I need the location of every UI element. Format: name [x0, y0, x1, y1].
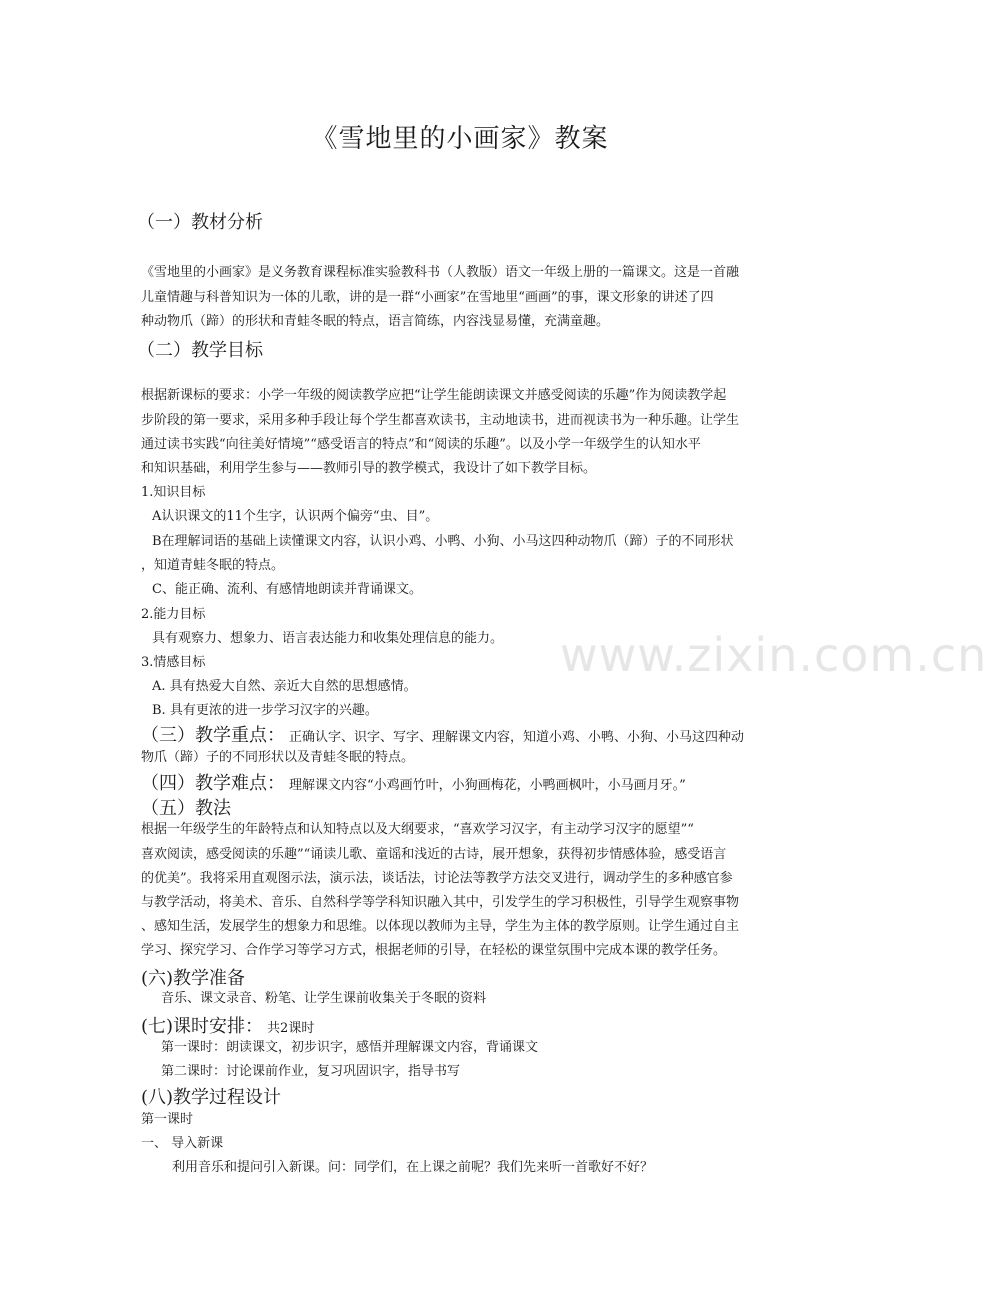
heading-text: （四）教学难点： — [141, 773, 285, 794]
paragraph-line: 第一课时 — [141, 1112, 194, 1127]
list-item: C、能正确、流利、有感情地朗读并背诵课文。 — [152, 582, 422, 597]
section-heading-process: (八)教学过程设计 — [141, 1087, 282, 1108]
list-item: B. 具有更浓的进一步学习汉字的兴趣。 — [152, 703, 378, 718]
list-item: B在理解词语的基础上读懂课文内容，认识小鸡、小鸭、小狗、小马这四种动物爪（蹄）子的不同形状 — [152, 534, 734, 549]
difficulties-text: 理解课文内容“小鸡画竹叶，小狗画梅花，小鸭画枫叶，小马画月牙。” — [289, 778, 686, 793]
subheading-ability: 2.能力目标 — [141, 607, 206, 622]
subheading-knowledge: 1.知识目标 — [141, 485, 206, 500]
list-item: ，知道青蛙冬眠的特点。 — [141, 558, 285, 573]
paragraph-line: 利用音乐和提问引入新课。问：同学们，在上课之前呢？我们先来听一首歌好不好？ — [172, 1160, 654, 1175]
list-item: A认识课文的11个生字，认识两个偏旁“虫、目”。 — [152, 509, 439, 524]
paragraph-line: 与教学活动，将美术、音乐、自然科学等学科知识融入其中，引发学生的学习积极性，引导学生观察事物 — [141, 895, 740, 910]
paragraph-line: 根据新课标的要求：小学一年级的阅读教学应把“让学生能朗读课文并感受阅读的乐趣”作为阅读教学起 — [141, 388, 727, 403]
heading-text: (七)课时安排： — [141, 1016, 264, 1037]
heading-text: （三）教学重点： — [141, 725, 285, 746]
paragraph-line: 《雪地里的小画家》是义务教育课程标准实验教科书（人教版）语文一年级上册的一篇课文。这是一首融 — [141, 265, 740, 280]
section-heading-key-points — [141, 721, 744, 747]
list-item: A. 具有热爱大自然、亲近大自然的思想感情。 — [152, 679, 417, 694]
paragraph-line: 种动物爪（蹄）的形状和青蛙冬眠的特点，语言简练，内容浅显易懂，充满童趣。 — [141, 314, 610, 329]
paragraph-line: 学习、探究学习、合作学习等学习方式，根据老师的引导，在轻松的课堂氛围中完成本课的教学任务。 — [141, 943, 727, 958]
paragraph-line: 儿童情趣与科普知识为一体的儿歌，讲的是一群“小画家”在雪地里“画画”的事，课文形象的讲述了四 — [141, 290, 714, 305]
paragraph-line: 喜欢阅读，感受阅读的乐趣”“诵读儿歌、童谣和浅近的古诗，展开想象，获得初步情感体验，感受语言 — [141, 847, 727, 862]
section-heading-difficulties — [141, 769, 686, 795]
schedule-text: 共2课时 — [267, 1021, 315, 1036]
section-heading-methods: （五）教法 — [141, 798, 231, 819]
paragraph-line: 、感知生活，发展学生的想象力和思维。以体现以教师为主导，学生为主体的教学原则。让学生通过自主 — [141, 919, 740, 934]
list-item: 一、 导入新课 — [141, 1136, 224, 1151]
list-item: 第一课时：朗读课文，初步识字，感悟并理解课文内容，背诵课文 — [161, 1040, 539, 1055]
paragraph-line: 和知识基础，利用学生参与——教师引导的教学模式，我设计了如下教学目标。 — [141, 461, 597, 476]
document-title: 《雪地里的小画家》教案 — [311, 124, 609, 154]
paragraph-line: 通过读书实践“向往美好情境”“感受语言的特点”和“阅读的乐趣”。以及小学一年级学生的认知水平 — [141, 437, 701, 452]
paragraph-line: 物爪（蹄）子的不同形状以及青蛙冬眠的特点。 — [141, 750, 415, 765]
paragraph-line: 的优美”。我将采用直观图示法，演示法，谈话法，讨论法等教学方法交叉进行，调动学生的多种感官参 — [141, 871, 733, 886]
paragraph-line: 根据一年级学生的年龄特点和认知特点以及大纲要求，“喜欢学习汉字，有主动学习汉字的愿望”“ — [141, 822, 694, 837]
section-heading-materials: （一）教材分析 — [137, 212, 263, 233]
key-points-text: 正确认字、识字、写字、理解课文内容，知道小鸡、小鸭、小狗、小马这四种动 — [289, 730, 745, 745]
list-item: 具有观察力、想象力、语言表达能力和收集处理信息的能力。 — [152, 631, 504, 646]
list-item: 第二课时：讨论课前作业，复习巩固识字，指导书写 — [161, 1064, 461, 1079]
paragraph-line: 步阶段的第一要求，采用多种手段让每个学生都喜欢读书，主动地读书，进而视读书为一种乐趣。让学生 — [141, 413, 740, 428]
paragraph-line: 音乐、课文录音、粉笔、让学生课前收集关于冬眠的资料 — [161, 991, 487, 1006]
section-heading-preparation: (六)教学准备 — [141, 968, 246, 989]
subheading-emotion: 3.情感目标 — [141, 655, 206, 670]
section-heading-schedule — [141, 1012, 314, 1038]
watermark: www.zixin.com.cn — [560, 628, 987, 682]
section-heading-objectives: （二）教学目标 — [137, 340, 263, 361]
